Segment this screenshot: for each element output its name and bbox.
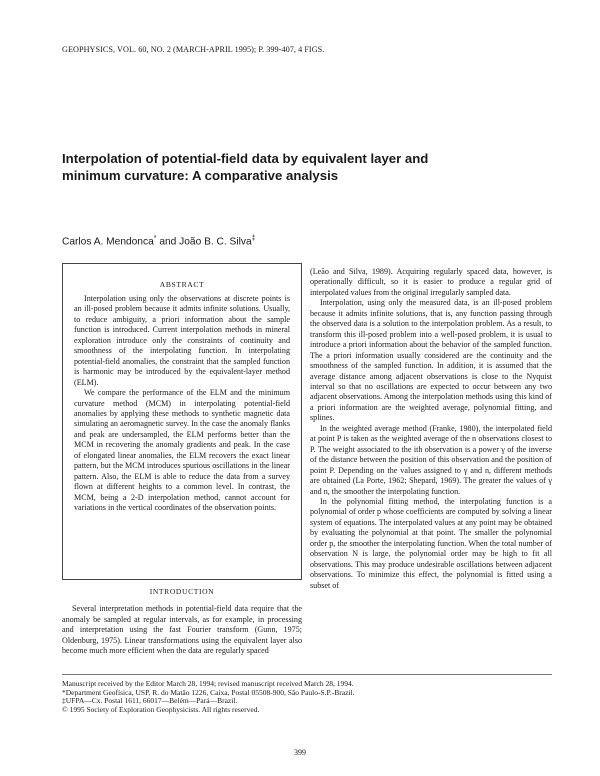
introduction-body bbox=[62, 604, 302, 657]
abstract-body bbox=[74, 294, 290, 514]
paper-title bbox=[62, 150, 482, 184]
abstract-paragraph-1: Interpolation using only the observations at discrete points is an ill-posed problem because it admits infinite solutions. Usually, to reduce ambiguity, a priori information about the sample function is introduced. Current interpolation methods in mineral exploration introduce only the constraints of continuity and smoothness of the interpolating function. In interpolating potential-field anomalies, the constraint that the sampled function is harmonic may be introduced by the equivalent-layer method (ELM). bbox=[74, 294, 290, 387]
footnotes bbox=[62, 680, 552, 714]
author-1: Carlos A. Mendonca bbox=[62, 236, 154, 248]
footnote-affiliation-1: *Department Geofísica, USP, R. do Matão 1226, Caixa, Postal 05508-900, São Paulo-S.P.-Brazil. bbox=[62, 687, 355, 697]
author-2-mark: ‡ bbox=[251, 235, 256, 242]
journal-citation-header: GEOPHYSICS, VOL. 60, NO. 2 (MARCH-APRIL 1995); P. 399-407, 4 FIGS. bbox=[62, 45, 325, 54]
author-conjunction: and bbox=[156, 236, 180, 248]
right-paragraph-3: In the polynomial fitting method, the interpolating function is a polynomial of order p whose coefficients are computed by solving a linear system of equations. The interpolated values at any point may be obtained by evaluating the polynomial at that point. The smaller the polynomial order p, the smoother the interpolating function. When the total number of observation N is large, the polynomial order may be high to fit all observations. This may produce undesirable oscillations between adjacent observations. To minimize this effect, the polynomial is fitted using a subset of bbox=[310, 496, 552, 590]
page-number: 399 bbox=[294, 748, 306, 757]
author-2: João B. C. Silva bbox=[179, 236, 252, 248]
footnote-affiliation-2: ‡UFPA—Cx. Postal 1611, 66017—Belém—Pará—Brazil. bbox=[62, 696, 238, 706]
right-column-body bbox=[310, 267, 552, 591]
footnote-divider bbox=[62, 674, 552, 675]
paper-title-line-1: Interpolation of potential-field data by equivalent layer and bbox=[62, 151, 429, 166]
right-paragraph-2: In the weighted average method (Franke, 1980), the interpolated field at point P is taken as the weighted average of the n observations closest to P. The weight associated to the ith observation is a power γ of the inverse of the distance between the position of this observation and the position of point P. Depending on the values assigned to γ and n, different methods are obtained (La Porte, 1962; Shepard, 1969). The greater the values of γ and n, the smoother the interpolating function. bbox=[310, 423, 552, 496]
author-1-mark: * bbox=[153, 235, 157, 242]
introduction-paragraph-1: Several interpretation methods in potential-field data require that the anomaly be sampled at regular intervals, as for example, in processing and interpretation using the fast Fourier transform (Gunn, 1975; Oldenburg, 1975). Linear transformations using the equivalent layer also become much more efficient when the data are regularly spaced bbox=[62, 604, 302, 655]
author-list bbox=[62, 235, 256, 247]
abstract-heading: ABSTRACT bbox=[159, 280, 205, 289]
introduction-heading: INTRODUCTION bbox=[149, 587, 215, 596]
paper-title-line-2: minimum curvature: A comparative analysis bbox=[62, 168, 339, 183]
footnote-copyright: © 1995 Society of Exploration Geophysicists. All rights reserved. bbox=[62, 704, 260, 714]
right-paragraph-0: (Leão and Silva, 1989). Acquiring regularly spaced data, however, is operationally difficult, so it is easier to produce a regular grid of interpolated values from the original irregularly sampled data. bbox=[310, 267, 552, 297]
right-paragraph-1: Interpolation, using only the measured data, is an ill-posed problem because it admits infinite solutions, that is, any function passing through the observed data is a solution to the interpolation problem. As a result, to transform this ill-posed problem into a well-posed problem, it is usual to introduce a priori information about the behavior of the sampled function. The a priori information usually considered are the continuity and the smoothness of the sampled function. In addition, it is assumed that the average distance among adjacent observations is close to the Nyquist interval so that no oscillations are expected to occur between any two adjacent observations. Among the interpolation methods using this kind of a priori information are the weighted average, polynomial fitting, and splines. bbox=[310, 298, 552, 423]
footnote-received: Manuscript received by the Editor March 28, 1994; revised manuscript received March 28, 1994. bbox=[62, 679, 354, 688]
abstract-paragraph-2: We compare the performance of the ELM and the minimum curvature method (MCM) in interpolating potential-field anomalies by applying these methods to synthetic magnetic data simulating an aeromagnetic survey. In the case the anomaly flanks and peak are undersampled, the ELM performs better than the MCM in recovering the anomaly gradients and peak. In the case of elongated linear anomalies, the ELM recovers the exact linear pattern, but the MCM introduces spurious oscillations in the linear pattern. Also, the ELM is able to reduce the data from a survey flown at different heights to a common level. In contrast, the MCM, being a 2-D interpolation method, cannot account for variations in the vertical coordinates of the observation points. bbox=[74, 388, 290, 513]
